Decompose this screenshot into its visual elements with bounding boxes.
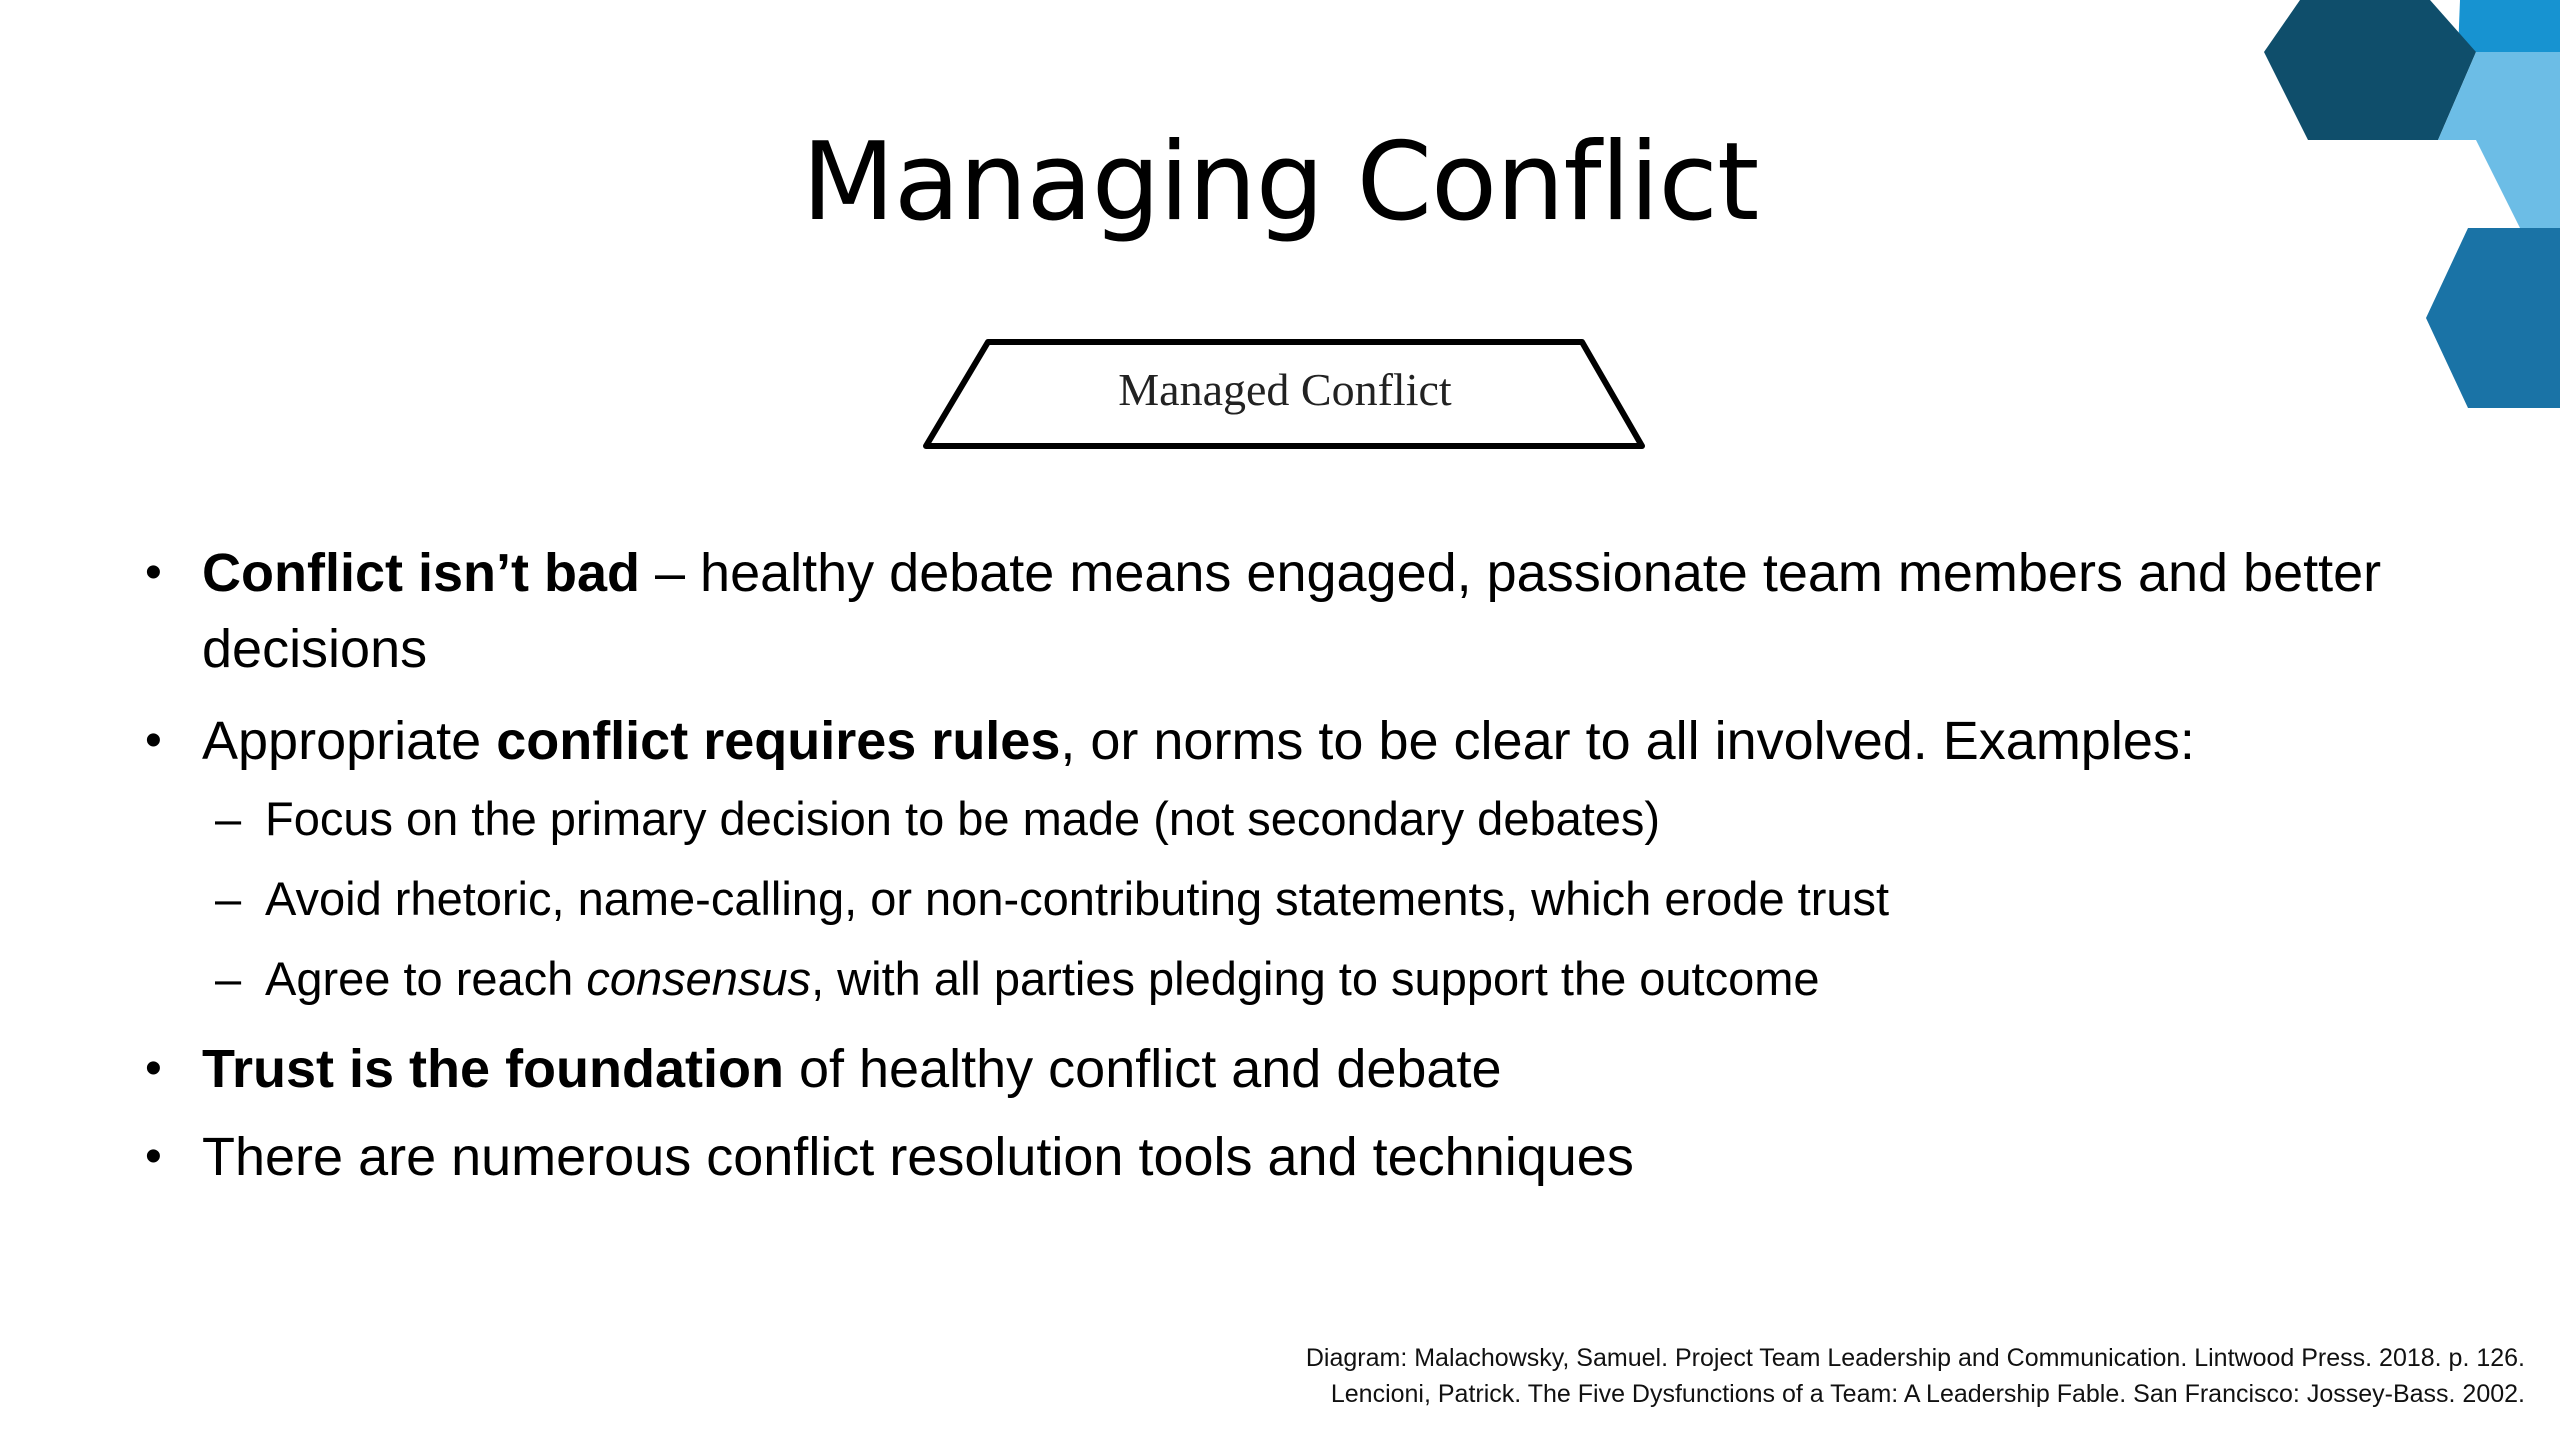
subbullet-consensus [140, 939, 2460, 1019]
bullet-text: of healthy conflict and debate [783, 1039, 1502, 1099]
subbullet-text: , with all parties pledging to support the outcome [811, 952, 1820, 1005]
subbullet-text: Avoid rhetoric, name-calling, or non-contributing statements, which erode trust [265, 872, 1890, 925]
subbullet-text: Agree to reach [265, 952, 587, 1005]
subbullet-text: Focus on the primary decision to be made (not secondary debates) [265, 792, 1661, 845]
citation-line: Diagram: Malachowsky, Samuel. Project Team Leadership and Communication. Lintwood Press. 2018. p. 126. [1305, 1344, 2525, 1372]
citation-footer [925, 1340, 2525, 1412]
bullet-text: Appropriate [202, 711, 497, 771]
bullet-resolution-tools [140, 1119, 2460, 1195]
bullet-conflict-requires-rules [140, 703, 2460, 779]
hexagon-bright [2458, 0, 2560, 52]
bullet-conflict-isnt-bad [140, 535, 2460, 687]
bullet-list [140, 535, 2460, 1195]
subbullet-italic-text: consensus [586, 952, 812, 1005]
bullet-bold-text: conflict requires rules [496, 711, 1061, 771]
bullet-bold-text: Trust is the foundation [202, 1039, 784, 1099]
bullet-text: , or norms to be clear to all involved. Examples: [1060, 711, 2195, 771]
subbullet-avoid-rhetoric [140, 859, 2460, 939]
hexagon-mid [2426, 228, 2560, 408]
bullet-text: – healthy debate means engaged, passionate team members and better decisions [202, 543, 2382, 679]
subbullet-focus [140, 779, 2460, 859]
citation-line: Lencioni, Patrick. The Five Dysfunctions of a Team: A Leadership Fable. San Francisco: Jossey-Bass. 2002. [1330, 1380, 2525, 1408]
bullet-trust-foundation [140, 1031, 2460, 1107]
slide-title: Managing Conflict [801, 120, 1759, 245]
bullet-text: There are numerous conflict resolution tools and techniques [202, 1127, 1634, 1187]
bullet-bold-text: Conflict isn’t bad [202, 543, 640, 603]
diagram-label: Managed Conflict [1118, 364, 1452, 415]
